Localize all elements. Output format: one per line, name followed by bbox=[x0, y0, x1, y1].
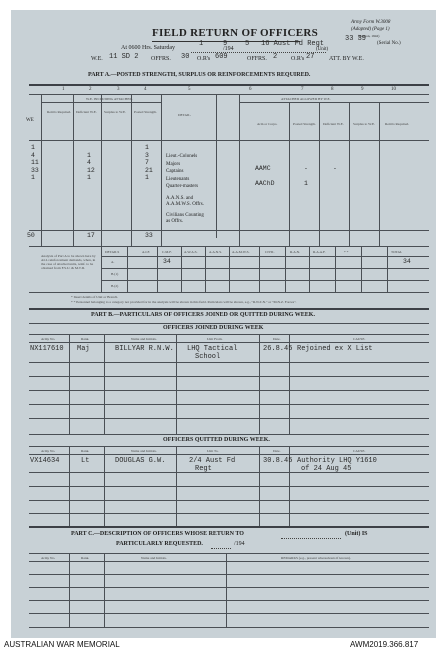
part-c-head-rule bbox=[29, 553, 429, 554]
we-group-header: W.E. INCLUDING ATTACHED. bbox=[86, 97, 133, 101]
joined-unit-2: School bbox=[195, 353, 221, 361]
quitted-cause-2: of 24 Aug 45 bbox=[301, 465, 352, 473]
part-c-unit-label: (Unit) IS bbox=[345, 531, 368, 537]
vline bbox=[361, 246, 362, 292]
j-hdr-name: Name and Initials. bbox=[131, 337, 157, 341]
colnum-8: 8 bbox=[331, 87, 334, 92]
joined-colhead-rule bbox=[29, 342, 429, 343]
vline bbox=[259, 246, 260, 292]
vline bbox=[161, 94, 162, 246]
j-hdr-unit: Unit From. bbox=[207, 337, 223, 341]
row-rule bbox=[29, 500, 429, 501]
sum-row-b1: B.(1) bbox=[111, 272, 119, 276]
q-hdr-date: Date. bbox=[273, 449, 281, 453]
q-hdr-name: Name and Initials. bbox=[131, 449, 157, 453]
vline bbox=[104, 334, 105, 434]
colnum-7: 7 bbox=[301, 87, 304, 92]
colnum-6: 6 bbox=[249, 87, 252, 92]
row-rule bbox=[29, 613, 429, 614]
vline bbox=[285, 246, 286, 292]
vline bbox=[41, 94, 42, 246]
form-title: FIELD RETURN OF OFFICERS bbox=[152, 27, 319, 39]
c-hdr-rank: Rank. bbox=[81, 556, 90, 560]
or-label: O.R's bbox=[197, 56, 211, 62]
accession-number: AWM2019.366.817 bbox=[350, 640, 419, 649]
col-number-rule bbox=[29, 94, 429, 95]
serial-label: (Serial No.) bbox=[377, 41, 401, 46]
footnote-1: * Insert details of Unit or Branch. bbox=[71, 295, 119, 299]
j-hdr-cause: CAUSE. bbox=[353, 337, 366, 341]
vline bbox=[101, 94, 102, 246]
joined-army-no: NX117610 bbox=[30, 345, 64, 353]
hdr-surplus: Surplus to W.E. bbox=[104, 110, 126, 114]
col1-values: 1 4 11 33 1 bbox=[31, 144, 39, 182]
summary-note: Analysis of Part A to be shown here by ALL reinforcement demands, when, in the case of attached units, reinf. to be obtained from F.S.U. & M.T.D. bbox=[41, 254, 96, 270]
j-hdr-rank: Rank. bbox=[81, 337, 90, 341]
arm-aamc: AAMC bbox=[255, 165, 271, 172]
hdr-reints: Rein'ts Required. bbox=[47, 110, 72, 114]
row-rule bbox=[29, 362, 429, 363]
col4-values: 1 3 7 21 1 bbox=[145, 144, 153, 182]
c-hdr-armyno: Army No. bbox=[41, 556, 56, 560]
colnum-9: 9 bbox=[361, 87, 364, 92]
arm-aachd: AAChD bbox=[255, 180, 275, 187]
joined-name: BILLYAR R.N.W. bbox=[115, 345, 174, 353]
c-hdr-name: Name and Initials. bbox=[141, 556, 167, 560]
total-col1: 50 bbox=[27, 232, 35, 239]
row-rule bbox=[29, 418, 429, 419]
vline bbox=[104, 553, 105, 627]
joined-cause: Rejoined ex X List bbox=[297, 345, 373, 353]
colnum-2: 2 bbox=[89, 87, 92, 92]
j-hdr-armyno: Army No. bbox=[41, 337, 56, 341]
vline bbox=[349, 102, 350, 246]
ors2-value: 27 bbox=[306, 53, 315, 61]
vline bbox=[239, 94, 240, 246]
sum-hdr-other: * * bbox=[344, 250, 349, 254]
quitted-heading: OFFICERS QUITTED DURING WEEK. bbox=[163, 437, 270, 443]
detail-labels: Lieut.-Colonels Majors Captains Lieutenants Quarter-masters bbox=[166, 154, 199, 190]
sum-row-a: A. bbox=[111, 260, 115, 264]
colnum-4: 4 bbox=[144, 87, 147, 92]
offrs2-value: 2 bbox=[273, 53, 278, 61]
part-a-heading: PART A.—POSTED STRENGTH, SURPLUS OR REINFORCEMENTS REQUIRED. bbox=[88, 72, 311, 78]
sum-hdr-aamws: A.A.M.W.S. bbox=[232, 250, 250, 254]
col7-one: 1 bbox=[304, 180, 308, 187]
vline bbox=[127, 246, 128, 292]
date-month: 9 bbox=[223, 40, 228, 48]
date-day: 1 bbox=[199, 40, 204, 48]
vline bbox=[69, 553, 70, 627]
vline bbox=[387, 246, 388, 292]
summary-row-rule bbox=[101, 268, 429, 269]
vline bbox=[229, 246, 230, 292]
joined-unit: LHQ Tactical bbox=[187, 345, 238, 353]
vline bbox=[319, 102, 320, 246]
total-col4: 33 bbox=[145, 232, 153, 239]
or2-label: O.R's bbox=[291, 56, 305, 62]
offrs-value: 30 bbox=[181, 53, 190, 61]
hdr-att-surplus: Surplus to W.E. bbox=[353, 122, 375, 126]
part-b-rule bbox=[29, 323, 429, 324]
summary-header-rule bbox=[101, 256, 429, 257]
summary-bottom-rule bbox=[29, 292, 429, 293]
offrs-label: OFFRS. bbox=[151, 56, 171, 62]
quitted-army-no: VX14634 bbox=[30, 457, 60, 465]
ors-value: 609 bbox=[215, 53, 228, 61]
vline bbox=[73, 94, 74, 246]
q-hdr-rank: Rank. bbox=[81, 449, 90, 453]
offrs2-label: OFFRS. bbox=[247, 56, 267, 62]
sum-hdr-raaf: R.A.A.F. bbox=[313, 250, 326, 254]
q-hdr-unit: Unit To. bbox=[207, 449, 219, 453]
vline bbox=[289, 102, 290, 246]
vline bbox=[379, 102, 380, 246]
joined-head-rule bbox=[29, 334, 429, 335]
colnum-10: 10 bbox=[391, 87, 396, 92]
part-b-top-rule bbox=[29, 308, 429, 310]
we-value: 11 SD 2 bbox=[109, 53, 139, 61]
sum-hdr-details: DETAILS bbox=[105, 250, 120, 254]
we-label: WE bbox=[26, 118, 34, 123]
vline bbox=[226, 553, 227, 627]
row-rule bbox=[29, 390, 429, 391]
quitted-rank: Lt bbox=[81, 457, 90, 465]
sum-hdr-aif: A.I.F. bbox=[142, 250, 150, 254]
hdr-deficient: Deficient W.E. bbox=[76, 110, 97, 114]
part-c-heading: PART C.—DESCRIPTION OF OFFICERS WHOSE RETURN TO bbox=[71, 531, 244, 537]
quitted-colhead-rule bbox=[29, 454, 429, 455]
vline bbox=[216, 94, 217, 238]
part-c-bottom-rule bbox=[29, 627, 429, 628]
row-rule bbox=[29, 574, 429, 575]
vline bbox=[131, 94, 132, 246]
hdr-posted: Posted Strength. bbox=[134, 110, 157, 114]
form-sheet bbox=[11, 10, 436, 638]
sum-hdr-aans: A.A.N.S. bbox=[209, 250, 223, 254]
vline bbox=[101, 246, 102, 292]
detail-labels-2: A.A.N.S. and A.A.M.W.S. Offrs. bbox=[166, 196, 204, 207]
quitted-unit: 2/4 Aust Fd bbox=[189, 457, 236, 465]
colnum-3: 3 bbox=[117, 87, 120, 92]
att-group-rule bbox=[239, 102, 429, 103]
joined-bottom-rule bbox=[29, 434, 429, 435]
sum-hdr-civil: CIVIL bbox=[265, 250, 275, 254]
row-rule bbox=[29, 486, 429, 487]
vline bbox=[309, 246, 310, 292]
vline bbox=[335, 246, 336, 292]
unit-label: (Unit) bbox=[316, 47, 329, 52]
vline bbox=[181, 246, 182, 292]
header-bottom-rule bbox=[29, 140, 429, 141]
col7-dash: - bbox=[304, 165, 308, 172]
row-rule bbox=[29, 404, 429, 405]
colnum-5: 5 bbox=[188, 87, 191, 92]
vline bbox=[205, 246, 206, 292]
hdr-arm: Arm or Corps. bbox=[257, 122, 278, 126]
hdr-att-deficient: Deficient W.E. bbox=[323, 122, 344, 126]
total-col2: 17 bbox=[87, 232, 95, 239]
we-label-line: W.E. bbox=[91, 56, 103, 62]
archive-caption: AUSTRALIAN WAR MEMORIAL bbox=[4, 640, 120, 649]
part-c-colhead-rule bbox=[29, 561, 429, 562]
sum-row-b2: B.(2) bbox=[111, 284, 119, 288]
quitted-cause: Authority LHQ Y1610 bbox=[297, 457, 377, 465]
joined-date: 26.8.45 bbox=[263, 345, 293, 353]
quitted-name: DOUGLAS G.W. bbox=[115, 457, 166, 465]
part-c-heading-2: PARTICULARLY REQUESTED. bbox=[116, 541, 203, 547]
at-line: At 0600 Hrs. Saturday bbox=[121, 45, 175, 51]
date-year-prefix: /194 bbox=[223, 46, 234, 52]
vline bbox=[176, 334, 177, 434]
quitted-unit-2: Regt bbox=[195, 465, 212, 473]
row-rule bbox=[29, 513, 429, 514]
form-number: Army Form W.3008 bbox=[351, 20, 391, 25]
date-year: 5 bbox=[245, 40, 250, 48]
sum-aif-value: 34 bbox=[163, 258, 171, 265]
hdr-detail: DETAIL. bbox=[178, 113, 192, 117]
col2-values: 1 4 12 1 bbox=[87, 151, 95, 182]
row-rule bbox=[29, 600, 429, 601]
j-hdr-date: Date. bbox=[273, 337, 281, 341]
quitted-date: 30.8.45 bbox=[263, 457, 293, 465]
vline bbox=[259, 334, 260, 434]
sum-total-value: 34 bbox=[403, 258, 411, 265]
part-b-bottom-rule bbox=[29, 526, 429, 528]
detail-labels-3: Civilians Counting as Offrs. bbox=[166, 213, 204, 224]
row-rule bbox=[29, 472, 429, 473]
att-label: ATT. BY W.E. bbox=[329, 56, 364, 62]
col8-dash: - bbox=[333, 165, 337, 172]
row-rule bbox=[29, 587, 429, 588]
att-group-header: ATTACHED ALLOWED BY W.E. bbox=[281, 97, 331, 101]
form-edition: (Edition, 1942) bbox=[358, 34, 380, 38]
sum-hdr-ran: R.A.N. bbox=[290, 250, 301, 254]
joined-heading: OFFICERS JOINED DURING WEEK bbox=[163, 325, 264, 331]
sum-hdr-total: TOTAL bbox=[391, 250, 403, 254]
q-hdr-armyno: Army No. bbox=[41, 449, 56, 453]
hdr-att-reints: Rein'ts Required. bbox=[385, 122, 410, 126]
totals-top-rule bbox=[29, 230, 429, 231]
hdr-att-posted: Posted Strength. bbox=[293, 122, 316, 126]
colnum-1: 1 bbox=[62, 87, 65, 92]
q-hdr-cause: CAUSE. bbox=[353, 449, 366, 453]
part-b-heading: PART B.—PARTICULARS OF OFFICERS JOINED OR QUITTED DURING WEEK. bbox=[91, 312, 315, 318]
serial-value: 33 39 bbox=[345, 35, 367, 43]
quitted-head-rule bbox=[29, 446, 429, 447]
vline bbox=[69, 334, 70, 434]
summary-row-rule bbox=[101, 280, 429, 281]
c-hdr-remarks: REMARKS (e.g., present whereabouts if known). bbox=[281, 556, 351, 560]
vline bbox=[157, 246, 158, 292]
form-adapted: (Adapted) (Page 1) bbox=[351, 27, 390, 32]
part-a-top-rule bbox=[29, 84, 429, 86]
sum-hdr-cmf: C.M.F. bbox=[162, 250, 172, 254]
unit-value: 16 Aust Fd Regt bbox=[261, 40, 325, 48]
part-c-unit-dotline bbox=[281, 538, 341, 539]
footnote-2: * * Personnel belonging to a category not provided for in the analysis will be shown in this field. Particulars will be shown, e.g., "R.N.Z.N." or "M.N.Z. Forces". bbox=[71, 300, 297, 304]
sum-hdr-awas: A.W.A.S. bbox=[184, 250, 198, 254]
part-c-date: /194 bbox=[234, 541, 245, 547]
row-rule bbox=[29, 376, 429, 377]
joined-rank: Maj bbox=[77, 345, 90, 353]
part-c-date-dot bbox=[211, 548, 231, 549]
